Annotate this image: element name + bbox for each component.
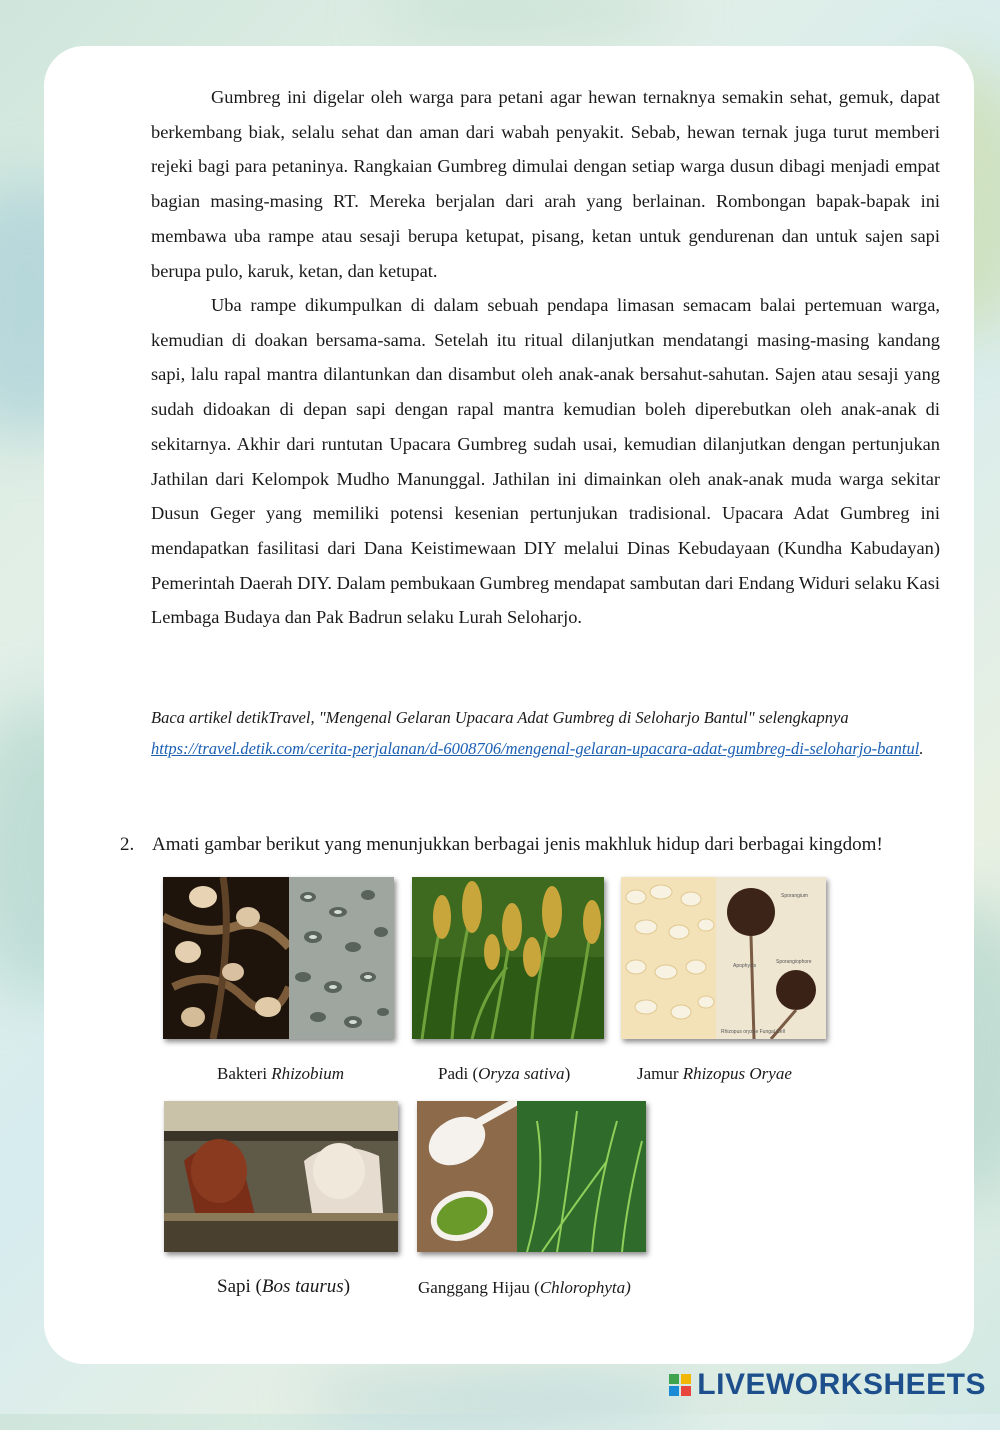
ganggang-image bbox=[417, 1101, 646, 1252]
jamur-label-sporangium: Sporangium bbox=[781, 893, 808, 899]
citation-link[interactable]: https://travel.detik.com/cerita-perjalanan/d-6008706/mengenal-gelaran-upacara-adat-gumbreg-di-seloharjo-bantul bbox=[151, 739, 920, 758]
jamur-image bbox=[621, 877, 826, 1039]
jamur-label-sporangiophore: Sporangiophore bbox=[776, 959, 812, 965]
caption-ganggang-italic: Chlorophyta) bbox=[539, 1278, 631, 1297]
question-2 bbox=[120, 834, 883, 856]
caption-padi-after: ) bbox=[564, 1064, 571, 1083]
sapi-image bbox=[164, 1101, 398, 1252]
padi-image bbox=[412, 877, 604, 1039]
bg-blob bbox=[380, 0, 680, 40]
citation-text: Baca artikel detikTravel, "Mengenal Gelaran Upacara Adat Gumbreg di Seloharjo Bantul" selengkapnya bbox=[151, 708, 849, 727]
caption-jamur bbox=[637, 1064, 792, 1084]
caption-padi-italic: Oryza sativa bbox=[478, 1064, 565, 1083]
citation bbox=[151, 702, 940, 764]
caption-rhizobium bbox=[217, 1064, 344, 1084]
paragraph-1: Gumbreg ini digelar oleh warga para petani agar hewan ternaknya semakin sehat, gemuk, dapat berkembang biak, selalu sehat dan aman dari wabah penyakit. Sebab, hewan ternak juga turut memberi rejeki bagi para petaninya. Rangkaian Gumbreg dimulai dengan setiap warga dusun dibagi menjadi empat bagian masing-masing RT. Mereka berjalan dari arah yang berlainan. Rombongan bapak-bapak ini membawa uba rampe atau sesaji berupa ketupat, pisang, ketan untuk gendurenan dan untuk sajen sapi berupa pulo, karuk, ketan, dan ketupat. bbox=[151, 87, 940, 281]
liveworksheets-mark-icon bbox=[669, 1374, 691, 1396]
liveworksheets-wordmark: LIVEWORKSHEETS bbox=[697, 1368, 986, 1401]
caption-rhizobium-italic: Rhizobium bbox=[271, 1064, 345, 1083]
caption-jamur-italic: Rhizopus Oryae bbox=[682, 1064, 792, 1083]
paragraph-2: Uba rampe dikumpulkan di dalam sebuah pendapa limasan semacam balai pertemuan warga, kemudian di doakan bersama-sama. Setelah itu ritual dilanjutkan mendatangi masing-masing kandang sapi, lalu rapal mantra dilantunkan dan disambut oleh anak-anak bersahut-sahutan. Sajen atau sesaji yang sudah didoakan di depan sapi dengan rapal mantra kemudian boleh diperebutkan oleh anak-anak di sekitarnya. Akhir dari runtutan Upacara Gumbreg sudah usai, kemudian dilanjutkan dengan pertunjukan Jathilan dari Kelompok Mudho Manunggal. Jathilan ini dimainkan oleh anak-anak muda warga sekitar Dusun Geger yang memiliki potensi kesenian pertunjukan tradisional. Upacara Adat Gumbreg ini mendapatkan fasilitasi dari Dana Keistimewaan DIY melalui Dinas Kebudayaan (Kundha Kabudayan) Pemerintah Daerah DIY. Dalam pembukaan Gumbreg mendapat sambutan dari Endang Widuri selaku Kasi Lembaga Budaya dan Pak Badrun selaku Lurah Seloharjo. bbox=[151, 295, 940, 628]
citation-link-end: . bbox=[919, 739, 924, 758]
caption-sapi-plain: Sapi ( bbox=[217, 1276, 262, 1297]
caption-sapi bbox=[217, 1276, 350, 1298]
rhizobium-image bbox=[163, 877, 394, 1039]
caption-padi-plain: Padi ( bbox=[438, 1064, 479, 1083]
question-number: 2. bbox=[120, 834, 135, 855]
liveworksheets-logo[interactable] bbox=[669, 1368, 986, 1402]
question-text: Amati gambar berikut yang menunjukkan berbagai jenis makhluk hidup dari berbagai kingdom! bbox=[152, 834, 883, 855]
bg-blob bbox=[300, 1370, 700, 1430]
caption-sapi-italic: Bos taurus bbox=[261, 1276, 344, 1297]
caption-ganggang bbox=[418, 1278, 631, 1298]
caption-jamur-plain: Jamur bbox=[637, 1064, 683, 1083]
caption-rhizobium-plain: Bakteri bbox=[217, 1064, 272, 1083]
caption-sapi-after: ) bbox=[343, 1276, 351, 1297]
jamur-label-apophysis: Apophysis bbox=[733, 963, 757, 969]
caption-padi bbox=[438, 1064, 570, 1084]
caption-ganggang-plain: Ganggang Hijau ( bbox=[418, 1278, 540, 1297]
jamur-label-caption: Rhizopus oryzae Fungal Cell bbox=[721, 1029, 785, 1035]
